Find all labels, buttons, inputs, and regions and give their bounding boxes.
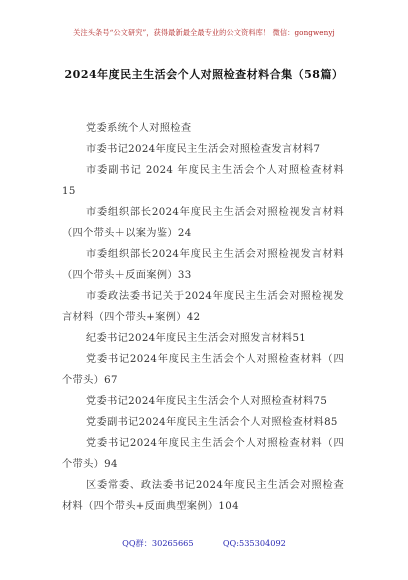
table-of-contents bbox=[62, 118, 344, 517]
toc-entry: 党委书记2024年度民主生活会个人对照检查材料（四个带头）94 bbox=[62, 438, 344, 470]
toc-entry: 市委政法委书记关于2024年度民主生活会对照检视发言材料（四个带头+案例）42 bbox=[62, 291, 344, 323]
toc-entry: 区委常委、政法委书记2024年度民主生活会对照检查材料（四个带头+反面典型案例）104 bbox=[62, 480, 344, 512]
document-title: 2024年度民主生活会个人对照检查材料合集（58篇） bbox=[64, 68, 344, 81]
toc-entry: 党委书记2024年度民主生活会个人对照检查材料（四个带头）67 bbox=[62, 354, 344, 386]
toc-entry: 市委书记2024年度民主生活会对照检查发言材料7 bbox=[86, 144, 321, 155]
toc-entry: 市委组织部长2024年度民主生活会对照检视发言材料（四个带头＋以案为鉴）24 bbox=[62, 207, 344, 239]
toc-entry: 市委副书记 2024 年度民主生活会个人对照检查材料15 bbox=[62, 165, 344, 197]
qq-number: QQ:535304092 bbox=[222, 538, 286, 548]
promo-header: 关注头条号“公文研究”，获得最新最全最专业的公文资料库！ 微信：gongwenyj bbox=[73, 28, 335, 37]
qq-group-number: QQ群：30265665 bbox=[122, 538, 194, 548]
contact-footer bbox=[0, 538, 408, 549]
toc-entry: 党委系统个人对照检查 bbox=[86, 123, 192, 134]
toc-entry: 纪委书记2024年度民主生活会对照发言材料51 bbox=[86, 333, 307, 344]
toc-entry: 党委副书记2024年度民主生活会个人对照检查材料85 bbox=[86, 417, 338, 428]
toc-entry: 市委组织部长2024年度民主生活会对照检视发言材料（四个带头＋反面案例）33 bbox=[62, 249, 344, 281]
toc-entry: 党委书记2024年度民主生活会个人对照检查材料75 bbox=[86, 396, 328, 407]
